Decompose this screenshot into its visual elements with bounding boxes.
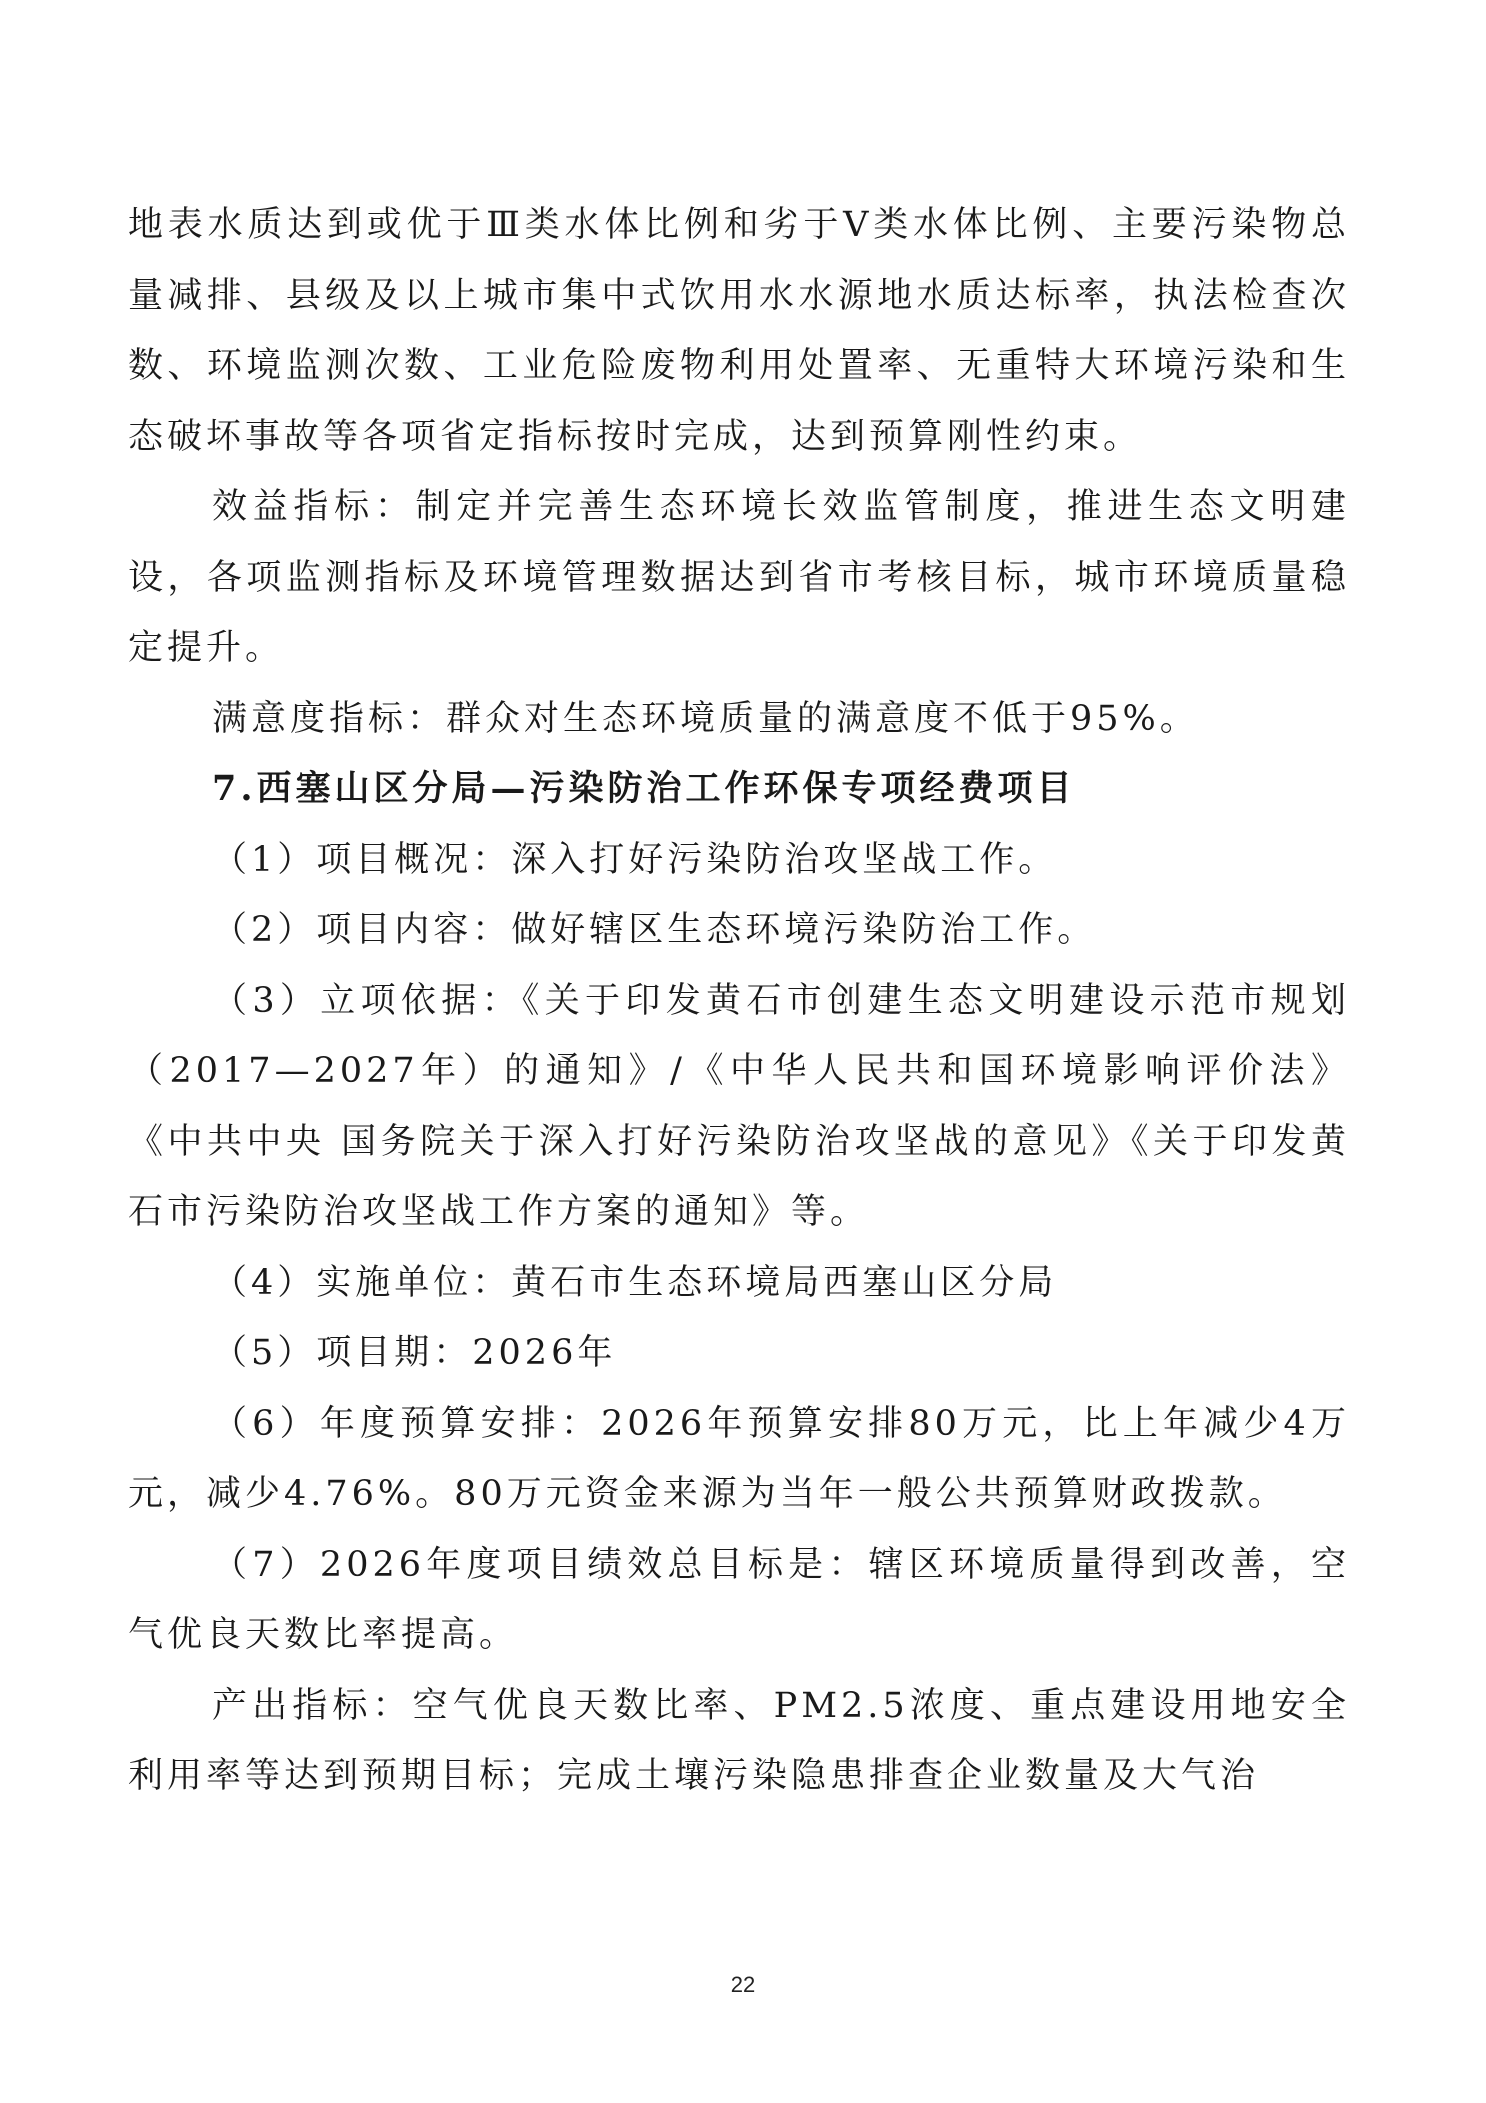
paragraph-performance-goal: （7）2026年度项目绩效总目标是：辖区环境质量得到改善，空气优良天数比率提高。: [128, 1544, 1350, 1655]
paragraph-output-indicators: 产出指标：空气优良天数比率、PM2.5浓度、重点建设用地安全利用率等达到预期目标；完成土壤污染隐患排查企业数量及大气治: [128, 1685, 1350, 1796]
paragraph-satisfaction-indicators: 满意度指标：群众对生态环境质量的满意度不低于95%。: [212, 698, 1199, 739]
document-body: [128, 190, 1350, 1812]
paragraph-project-basis: （3）立项依据：《关于印发黄石市创建生态文明建设示范市规划（2017—2027年）的通知》/《中华人民共和国环境影响评价法》《中共中央 国务院关于深入打好污染防治攻坚战的意见》《关于印发黄石市污染防治攻坚战工作方案的通知》等。: [128, 980, 1350, 1232]
page-number: 22: [730, 1972, 756, 1997]
paragraph-project-content: （2）项目内容：做好辖区生态环境污染防治工作。: [212, 910, 1097, 950]
paragraph-annual-budget: （6）年度预算安排：2026年预算安排80万元，比上年减少4万元，减少4.76%。80万元资金来源为当年一般公共预算财政拨款。: [128, 1403, 1350, 1514]
paragraph-project-period: （5）项目期：2026年: [212, 1333, 617, 1373]
section-heading-project-7: 7.西塞山区分局—污染防治工作环保专项经费项目: [212, 768, 1076, 809]
paragraph-project-overview: （1）项目概况：深入打好污染防治攻坚战工作。: [212, 839, 1058, 880]
paragraph-benefit-indicators: 效益指标：制定并完善生态环境长效监管制度，推进生态文明建设，各项监测指标及环境管理数据达到省市考核目标，城市环境质量稳定提升。: [128, 487, 1350, 668]
paragraph-indicator-compliance: 地表水质达到或优于Ⅲ类水体比例和劣于Ⅴ类水体比例、主要污染物总量减排、县级及以上城市集中式饮用水水源地水质达标率，执法检查次数、环境监测次数、工业危险废物利用处置率、无重特大环境污染和生态破坏事故等各项省定指标按时完成，达到预算刚性约束。: [128, 205, 1350, 457]
paragraph-implementing-unit: （4）实施单位：黄石市生态环境局西塞山区分局: [212, 1262, 1058, 1303]
